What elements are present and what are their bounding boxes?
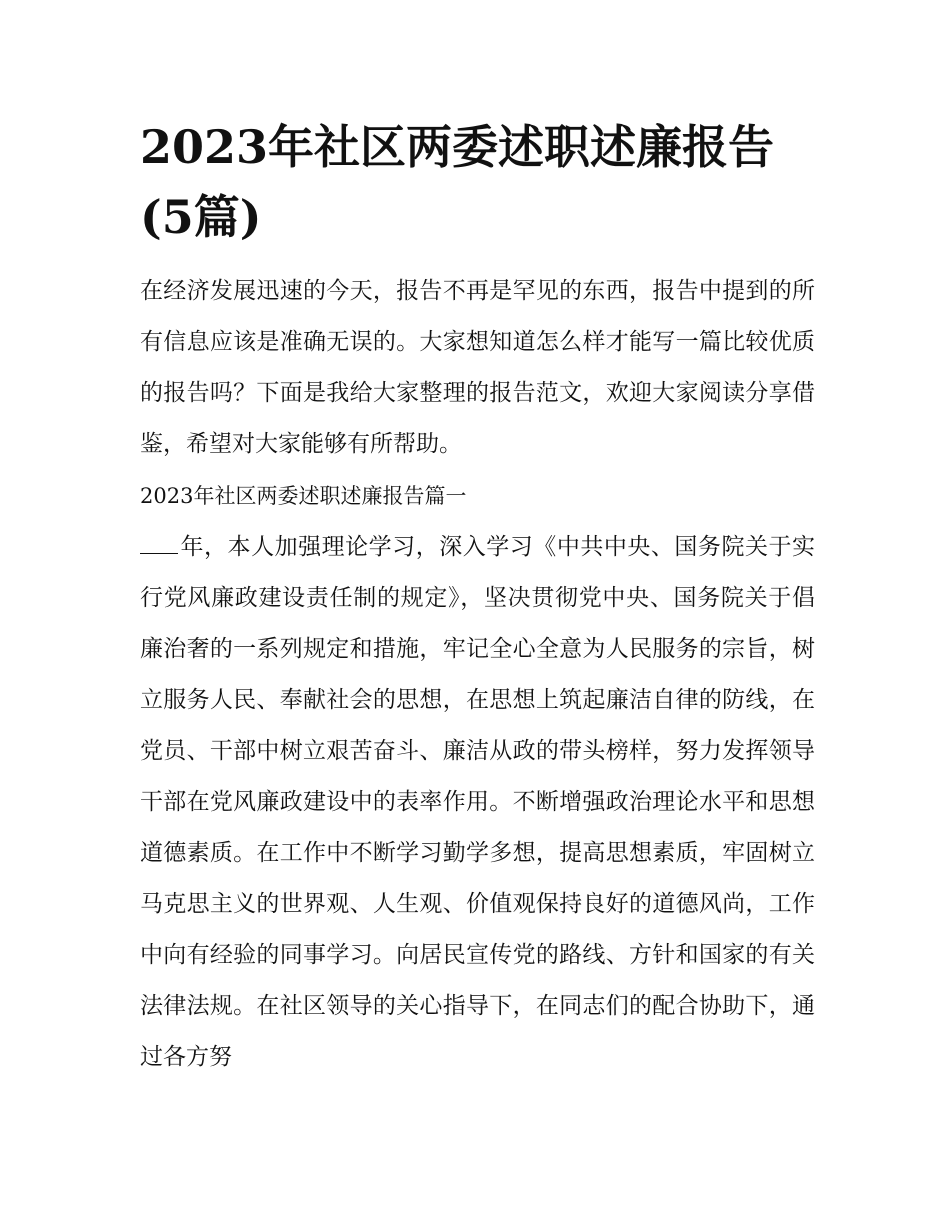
- document-title: 2023年社区两委述职述廉报告(5篇): [140, 120, 775, 244]
- intro-paragraph: 在经济发展迅速的今天，报告不再是罕见的东西，报告中提到的所有信息应该是准确无误的。大家想知道怎么样才能写一篇比较优质的报告吗？下面是我给大家整理的报告范文，欢迎大家阅读分享借鉴，希望对大家能够有所帮助。: [140, 278, 815, 457]
- body-paragraph-text: 年，本人加强理论学习，深入学习《中共中央、国务院关于实行党风廉政建设责任制的规定》，坚决贯彻党中央、国务院关于倡廉治奢的一系列规定和措施，牢记全心全意为人民服务的宗旨，树立服务人民、奉献社会的思想，在思想上筑起廉洁自律的防线，在党员、干部中树立艰苦奋斗、廉洁从政的带头榜样，努力发挥领导干部在党风廉政建设中的表率作用。不断增强政治理论水平和思想道德素质。在工作中不断学习勤学多想，提高思想素质，牢固树立马克思主义的世界观、人生观、价值观保持良好的道德风尚，工作中向有经验的同事学习。向居民宣传党的路线、方针和国家的有关法律法规。在社区领导的关心指导下，在同志们的配合协助下，通过各方努: [140, 534, 815, 1070]
- body-paragraph: [140, 522, 815, 1083]
- document-page: [140, 112, 815, 1083]
- section-heading: 2023年社区两委述职述廉报告篇一: [140, 484, 467, 508]
- fill-in-blank: [140, 529, 178, 554]
